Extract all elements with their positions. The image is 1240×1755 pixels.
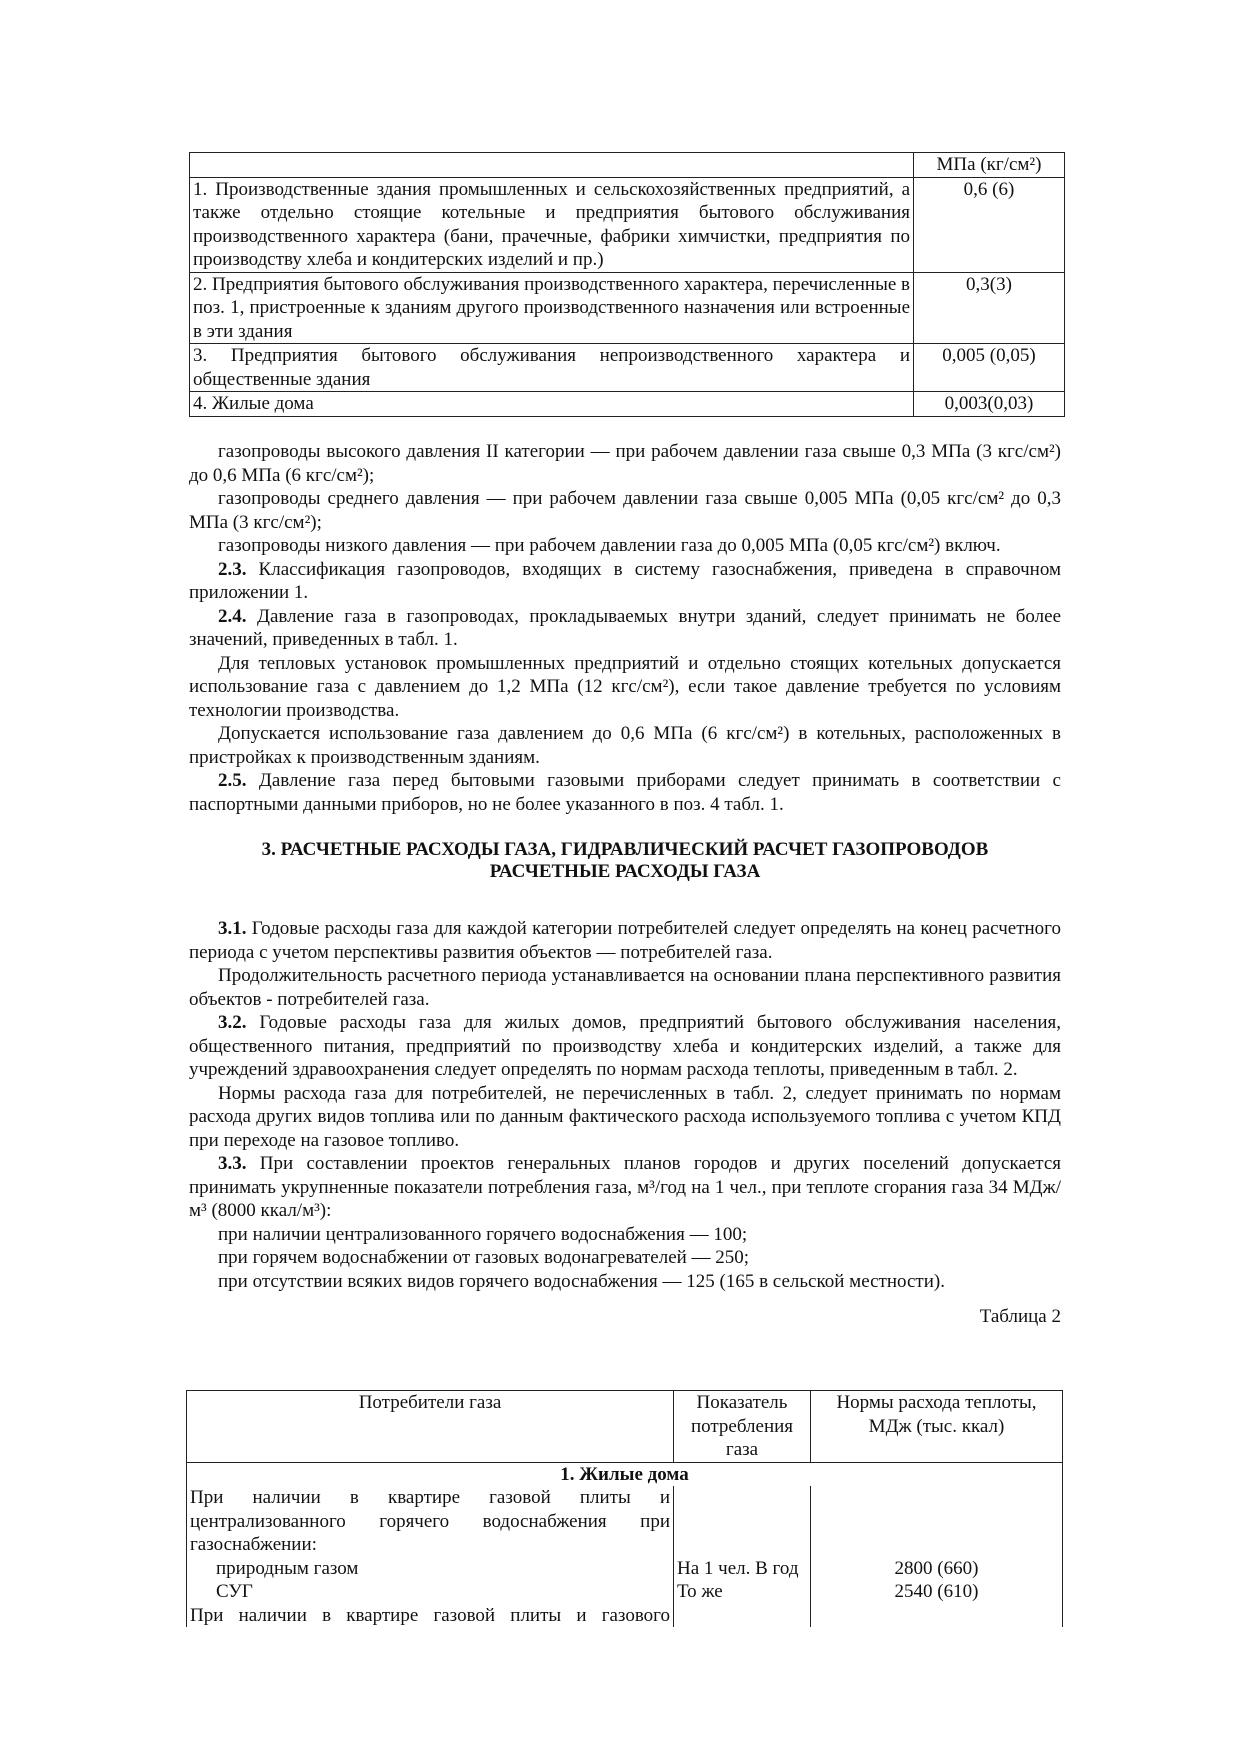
clause-number: 2.5. <box>218 770 247 791</box>
paragraph-text: Нормы расхода газа для потребителей, не перечисленных в табл. 2, следует принимать по нормам расхода других видов топлива или по данным фактического расхода используемого топлива с учетом КПД при переходе на газовое топливо. <box>189 1082 1061 1151</box>
row-name: природным газом <box>187 1557 674 1581</box>
paragraph <box>189 1223 1061 1247</box>
document-body <box>189 440 1061 1329</box>
paragraph-text: Годовые расходы газа для каждой категории потребителей следует определять на конец расчетного периода с учетом перспективы развития объектов — потребителей газа. <box>189 918 1061 963</box>
paragraph <box>189 1082 1061 1153</box>
table-row <box>187 1486 1063 1557</box>
sub-heading: РАСЧЕТНЫЕ РАСХОДЫ ГАЗА <box>489 861 761 882</box>
row-trailing: При наличии в квартире газовой плиты и газового <box>187 1604 674 1628</box>
row-value: 0,6 (6) <box>914 177 1065 272</box>
row-text: 4. Жилые дома <box>190 392 914 417</box>
row-value: 0,005 (0,05) <box>914 344 1065 392</box>
clause-number: 3.1. <box>218 918 247 939</box>
row-intro: При наличии в квартире газовой плиты и централизованного горячего водоснабжения при газоснабжении: <box>187 1486 674 1557</box>
paragraph-text: при наличии централизованного горячего водоснабжения — 100; <box>218 1223 748 1245</box>
table-row <box>190 272 1065 344</box>
paragraph <box>189 558 1061 605</box>
header-norms: Нормы расхода теплоты, МДж (тыс. ккал) <box>811 1391 1063 1463</box>
paragraph-text: Допускается использование газа давлением до 0,6 МПа (6 кгс/см²) в котельных, расположенных в пристройках к производственным зданиям. <box>189 723 1061 768</box>
clause-number: 2.4. <box>218 605 247 627</box>
paragraph-text: Классификация газопроводов, входящих в систему газоснабжения, приведена в справочном приложении 1. <box>189 558 1061 603</box>
row-text: 2. Предприятия бытового обслуживания производственного характера, перечисленные в поз. 1, пристроенные к зданиям другого производственного назначения или встроенные в эти здания <box>190 272 914 344</box>
table-row <box>187 1580 1063 1604</box>
paragraph-text: газопроводы высокого давления II категории — при рабочем давлении газа свыше 0,3 МПа (3 кгс/см²) до 0,6 МПа (6 кгс/см²); <box>189 441 1061 486</box>
paragraph <box>189 722 1061 769</box>
pressure-table <box>189 152 1065 417</box>
paragraph <box>189 1011 1061 1082</box>
table-row <box>187 1604 1063 1628</box>
paragraph-text: Годовые расходы газа для жилых домов, предприятий бытового обслуживания населения, общественного питания, предприятий по производству хлеба и кондитерских изделий, а также для учреждений здравоохранения следует определять по нормам расхода теплоты, приведенным в табл. 2. <box>189 1012 1061 1080</box>
paragraph-text: при горячем водоснабжении от газовых водонагревателей — 250; <box>218 1247 750 1268</box>
paragraph <box>189 534 1061 558</box>
paragraph-text: Продолжительность расчетного периода устанавливается на основании плана перспективного развития объектов - потребителей газа. <box>189 965 1061 1010</box>
paragraph-text: Для тепловых установок промышленных предприятий и отдельно стоящих котельных допускается использование газа с давлением до 1,2 МПа (12 кгс/см²), если такое давление требуется по условиям технологии производства. <box>189 652 1061 721</box>
row-value: 0,3(3) <box>914 272 1065 344</box>
header-consumers: Потребители газа <box>187 1391 674 1463</box>
paragraph <box>189 652 1061 723</box>
paragraph <box>189 1152 1061 1223</box>
table-header-row <box>187 1391 1063 1463</box>
gas-norms-table <box>186 1390 1063 1627</box>
table-header-row <box>190 153 1065 178</box>
table2-caption: Таблица 2 <box>979 1306 1061 1327</box>
table-row <box>190 392 1065 417</box>
group-row <box>187 1462 1063 1486</box>
row-indicator: На 1 чел. В год <box>674 1557 811 1581</box>
paragraph <box>189 964 1061 1011</box>
section-heading: 3. РАСЧЕТНЫЕ РАСХОДЫ ГАЗА, ГИДРАВЛИЧЕСКИЙ РАСЧЕТ ГАЗОПРОВОДОВ <box>261 839 989 860</box>
paragraph-text: Давление газа в газопроводах, прокладываемых внутри зданий, следует принимать не более значений, приведенных в табл. 1. <box>189 605 1061 650</box>
row-value: 2800 (660) <box>811 1557 1063 1581</box>
paragraph-text: при отсутствии всяких видов горячего водоснабжения — 125 (165 в сельской местности). <box>218 1270 945 1292</box>
clause-number: 3.3. <box>218 1153 247 1174</box>
table-row <box>187 1557 1063 1581</box>
table-row <box>190 177 1065 272</box>
paragraph <box>189 769 1061 816</box>
row-text: 3. Предприятия бытового обслуживания непроизводственного характера и общественные здания <box>190 344 914 392</box>
paragraph-text: газопроводы низкого давления — при рабочем давлении газа до 0,005 МПа (0,05 кгс/см²) включ. <box>218 535 1001 556</box>
clause-number: 3.2. <box>218 1012 247 1033</box>
row-name: СУГ <box>187 1580 674 1604</box>
paragraph-text: При составлении проектов генеральных планов городов и других поселений допускается принимать укрупненные показатели потребления газа, м³/год на 1 чел., при теплоте сгорания газа 34 МДж/м³ (8000 ккал/м³): <box>189 1153 1061 1221</box>
paragraph <box>189 1246 1061 1270</box>
paragraph-text: газопроводы среднего давления — при рабочем давлении газа свыше 0,005 МПа (0,05 кгс/см² до 0,3 МПа (3 кгс/см²); <box>189 488 1061 533</box>
group-title: 1. Жилые дома <box>187 1462 1063 1486</box>
paragraph <box>189 1270 1061 1294</box>
paragraph <box>189 605 1061 652</box>
paragraph <box>189 487 1061 534</box>
header-indicator: Показатель потребления газа <box>674 1391 811 1463</box>
clause-number: 2.3. <box>218 558 247 580</box>
unit-header: МПа (кг/см²) <box>914 153 1065 178</box>
paragraph <box>189 440 1061 487</box>
paragraph-text: Давление газа перед бытовыми газовыми приборами следует принимать в соответствии с паспортными данными приборов, но не более указанного в поз. 4 табл. 1. <box>189 770 1061 815</box>
row-text: 1. Производственные здания промышленных и сельскохозяйственных предприятий, а также отдельно стоящие котельные и предприятия бытового обслуживания производственного характера (бани, прачечные, фабрики химчистки, предприятия по производству хлеба и кондитерских изделий и пр.) <box>190 177 914 272</box>
row-indicator: То же <box>674 1580 811 1604</box>
paragraph <box>189 917 1061 964</box>
table-row <box>190 344 1065 392</box>
row-value: 0,003(0,03) <box>914 392 1065 417</box>
row-value: 2540 (610) <box>811 1580 1063 1604</box>
